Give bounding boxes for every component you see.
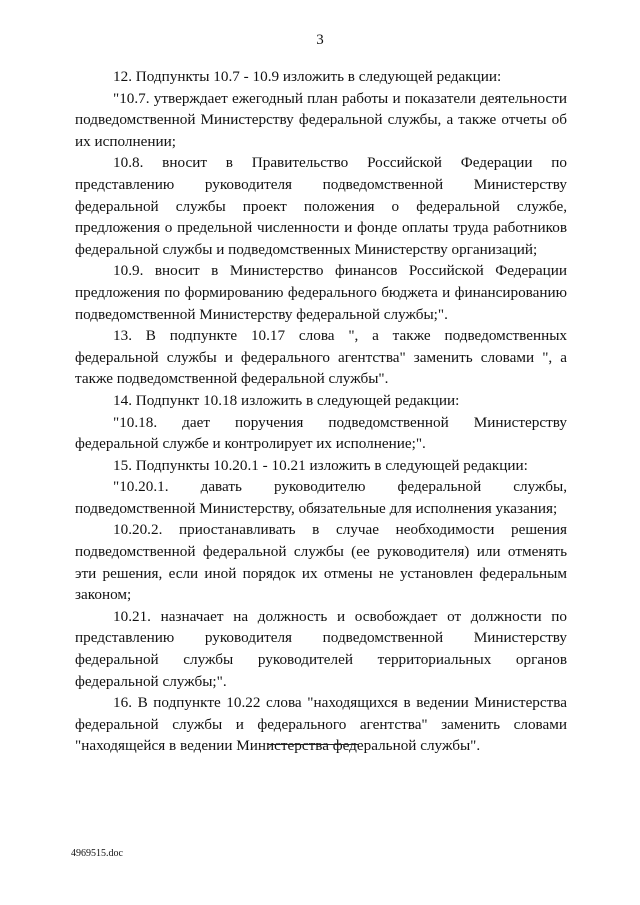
paragraph: 10.21. назначает на должность и освобождает от должности по представлению руководителя подведомственной Министерству федеральной службы руководителей территориальных органов федеральной службы;". xyxy=(75,607,567,690)
paragraph: 10.8. вносит в Правительство Российской Федерации по представлению руководителя подведомственной Министерству федеральной службы проект положения о федеральной службе, предложения о предельной численности и фонде оплаты труда работников федеральной службы и подведомственных Министерству организаций; xyxy=(75,154,567,258)
paragraph: 15. Подпункты 10.20.1 - 10.21 изложить в следующей редакции: xyxy=(113,456,528,474)
paragraph: "10.20.1. давать руководителю федеральной службы, подведомственной Министерству, обязательные для исполнения указания; xyxy=(75,478,567,517)
paragraph: "10.7. утверждает ежегодный план работы и показатели деятельности подведомственной Министерству федеральной службы, а также отчеты об их исполнении; xyxy=(75,89,567,150)
paragraph: "10.18. дает поручения подведомственной Министерству федеральной службе и контролирует их исполнение;". xyxy=(75,413,567,453)
paragraph: 12. Подпункты 10.7 - 10.9 изложить в следующей редакции: xyxy=(113,68,502,85)
paragraph: 10.9. вносит в Министерство финансов Российской Федерации предложения по формированию федерального бюджета и финансированию подведомственной Министерству федеральной службы;". xyxy=(75,262,567,323)
paragraph: 14. Подпункт 10.18 изложить в следующей редакции: xyxy=(113,391,460,409)
paragraph: 16. В подпункте 10.22 слова "находящихся в ведении Министерства федеральной службы и федерального агентства" заменить словами "находящейся в ведении Министерства федеральной службы". xyxy=(75,694,567,755)
page-number: 3 xyxy=(316,32,324,48)
document-file-id: 4969515.doc xyxy=(71,848,123,859)
end-of-text-divider xyxy=(268,744,358,745)
document-body xyxy=(75,66,567,757)
paragraph: 10.20.2. приостанавливать в случае необходимости решения подведомственной федеральной службы (ее руководителя) или отменять эти решения, если иной порядок их отмены не установлен федеральным законом; xyxy=(75,521,567,604)
paragraph: 13. В подпункте 10.17 слова ", а также подведомственных федеральной службы и федерального агентства" заменить словами ", а также подведомственной федеральной службы". xyxy=(75,327,567,388)
